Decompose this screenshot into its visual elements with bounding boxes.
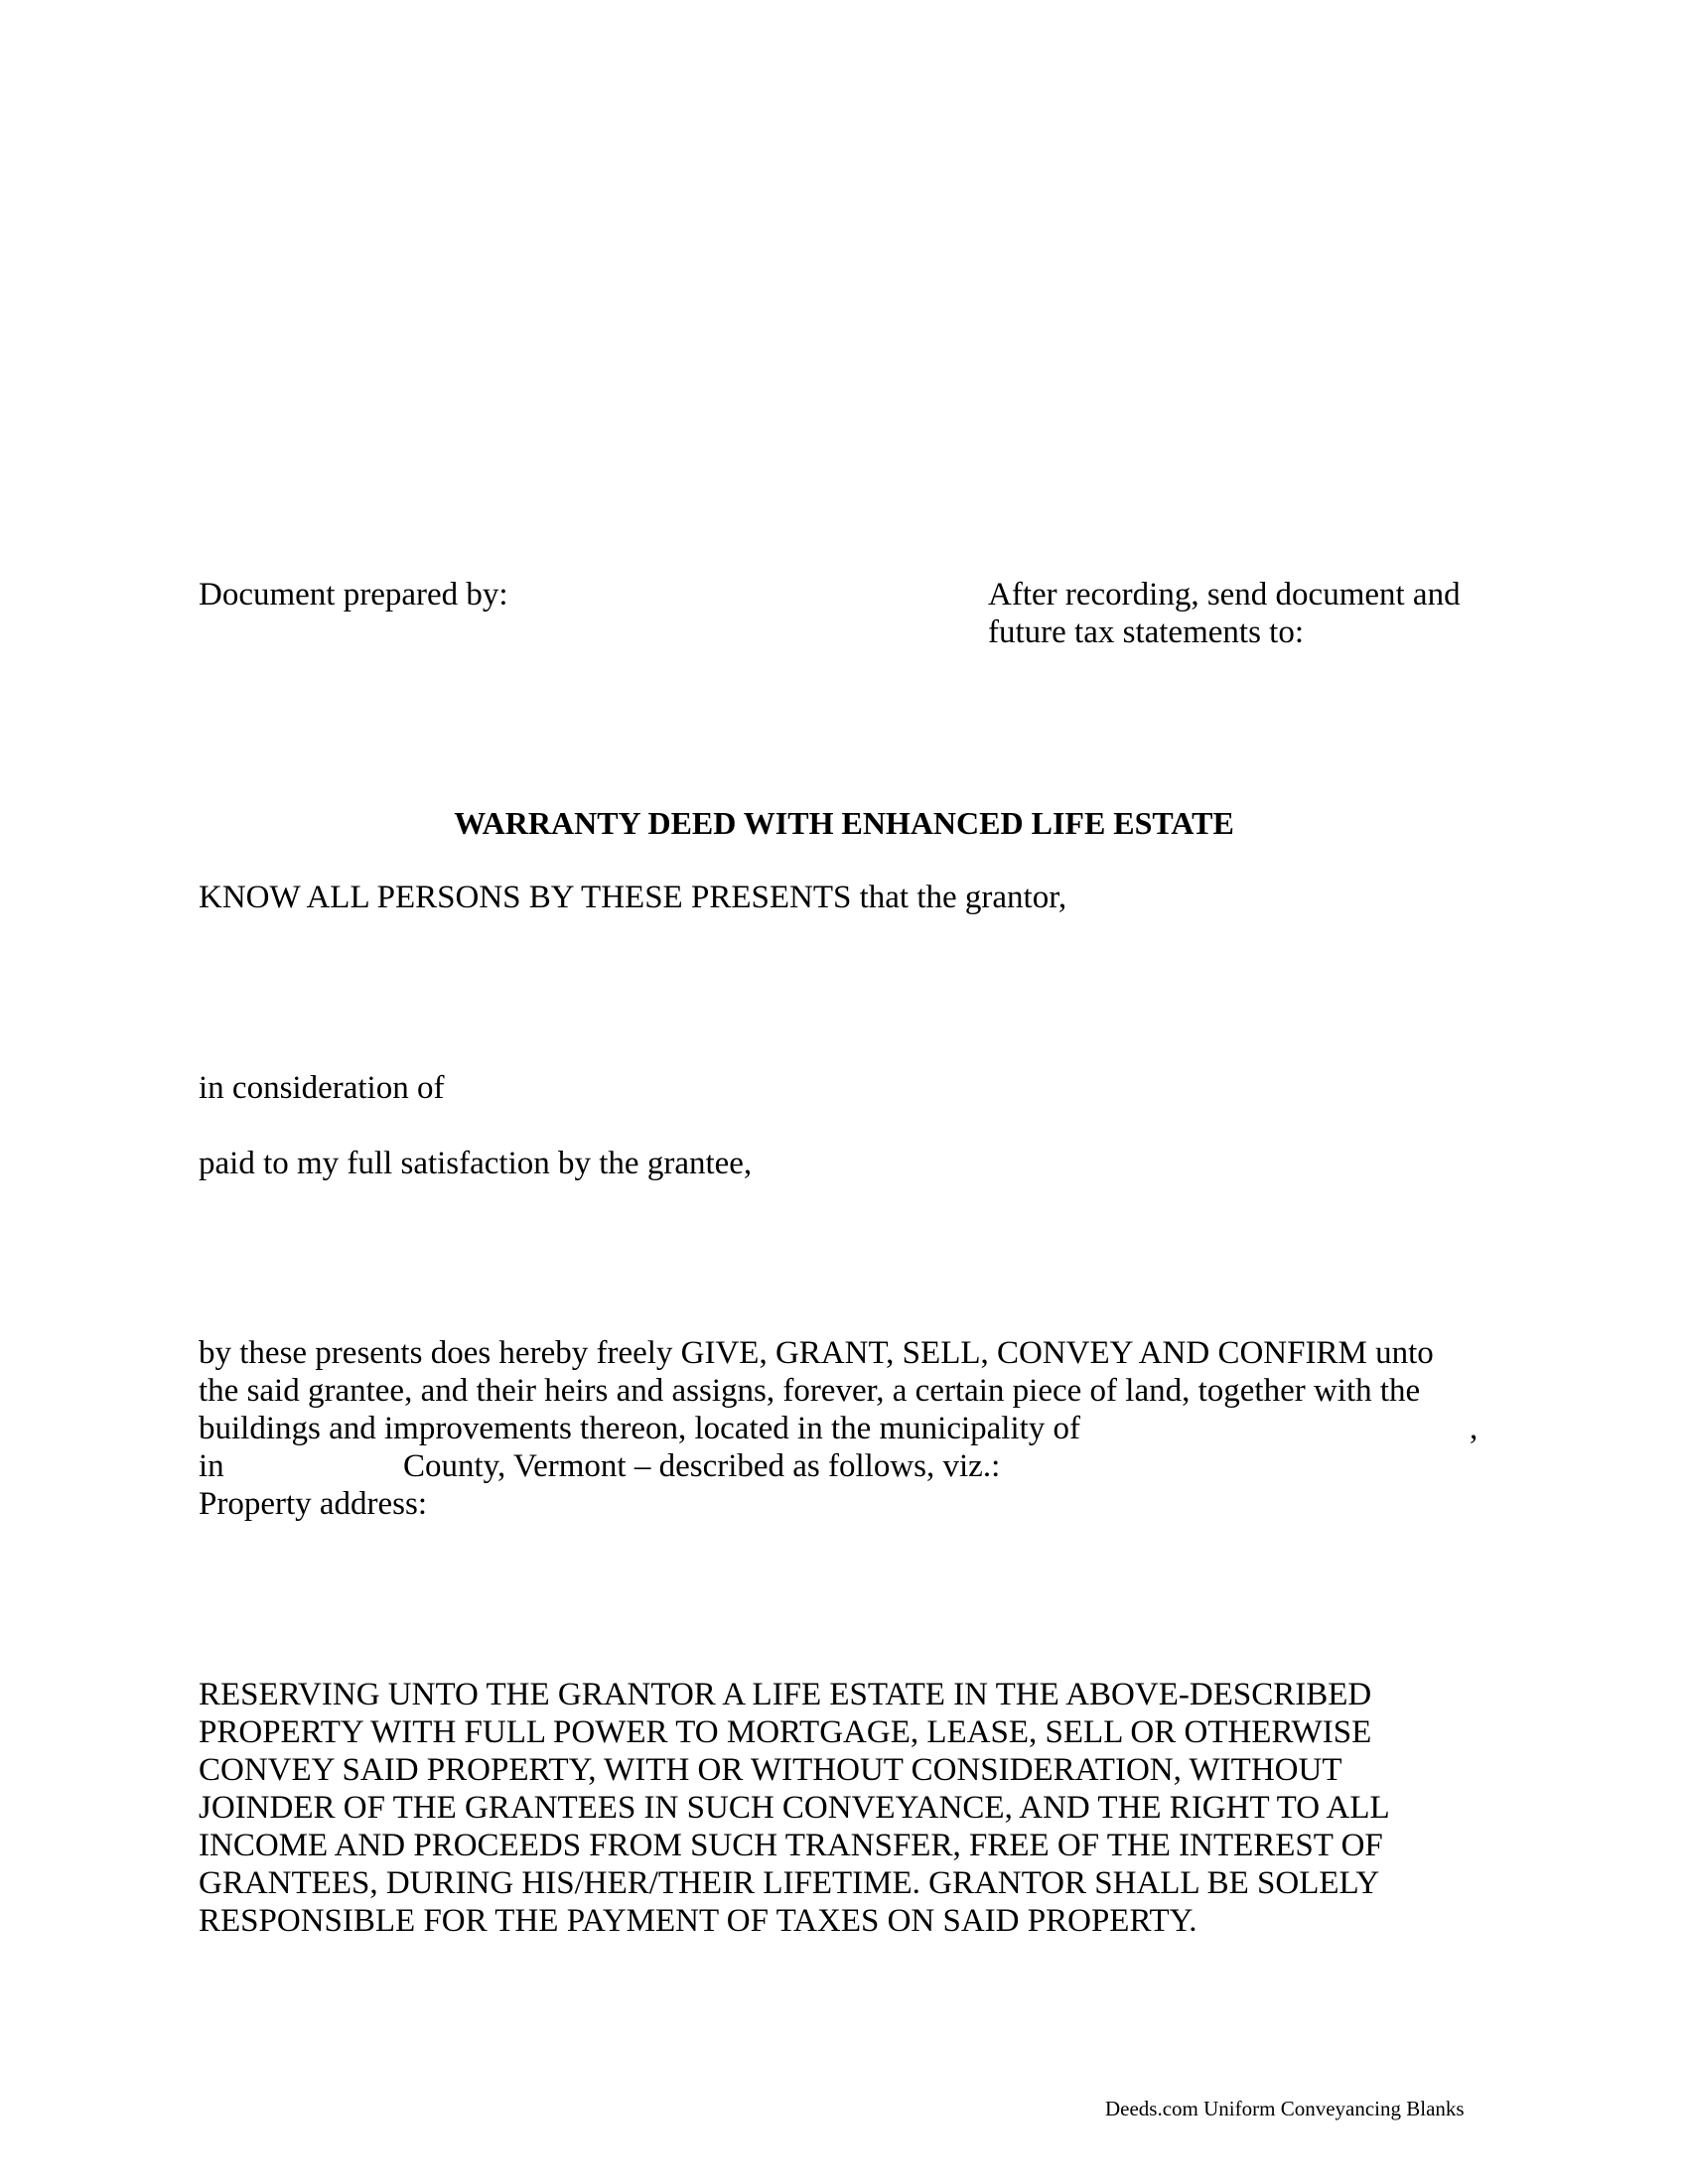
prepared-by-label: Document prepared by: — [199, 577, 508, 613]
return-address-label-line-1: After recording, send document and — [988, 577, 1461, 613]
reservation-line-5: INCOME AND PROCEEDS FROM SUCH TRANSFER, FREE OF THE INTEREST OF — [199, 1828, 1383, 1863]
conveyance-line-3: buildings and improvements thereon, located in the municipality of — [199, 1411, 1081, 1446]
reservation-line-4: JOINDER OF THE GRANTEES IN SUCH CONVEYANCE, AND THE RIGHT TO ALL — [199, 1790, 1390, 1826]
county-clause: County, Vermont – described as follows, viz.: — [403, 1448, 1001, 1484]
deed-title: WARRANTY DEED WITH ENHANCED LIFE ESTATE — [454, 805, 1234, 841]
intro-clause: KNOW ALL PERSONS BY THESE PRESENTS that the grantor, — [199, 880, 1067, 915]
reservation-line-2: PROPERTY WITH FULL POWER TO MORTGAGE, LEASE, SELL OR OTHERWISE — [199, 1714, 1372, 1750]
paid-clause: paid to my full satisfaction by the grantee, — [199, 1146, 753, 1181]
footer-text: Deeds.com Uniform Conveyancing Blanks — [1105, 2097, 1465, 2120]
reservation-line-1: RESERVING UNTO THE GRANTOR A LIFE ESTATE IN THE ABOVE-DESCRIBED — [199, 1677, 1372, 1712]
reservation-line-3: CONVEY SAID PROPERTY, WITH OR WITHOUT CONSIDERATION, WITHOUT — [199, 1752, 1342, 1788]
conveyance-line-2: the said grantee, and their heirs and assigns, forever, a certain piece of land, together with the — [199, 1373, 1421, 1409]
municipality-comma: , — [1470, 1411, 1478, 1446]
consideration-clause: in consideration of — [199, 1070, 445, 1106]
conveyance-line-1: by these presents does hereby freely GIVE, GRANT, SELL, CONVEY AND CONFIRM unto — [199, 1335, 1434, 1371]
return-address-label-line-2: future tax statements to: — [988, 614, 1304, 650]
in-word: in — [199, 1448, 224, 1484]
reservation-line-6: GRANTEES, DURING HIS/HER/THEIR LIFETIME. GRANTOR SHALL BE SOLELY — [199, 1865, 1380, 1901]
property-address-label: Property address: — [199, 1486, 428, 1522]
reservation-line-7: RESPONSIBLE FOR THE PAYMENT OF TAXES ON SAID PROPERTY. — [199, 1903, 1197, 1939]
